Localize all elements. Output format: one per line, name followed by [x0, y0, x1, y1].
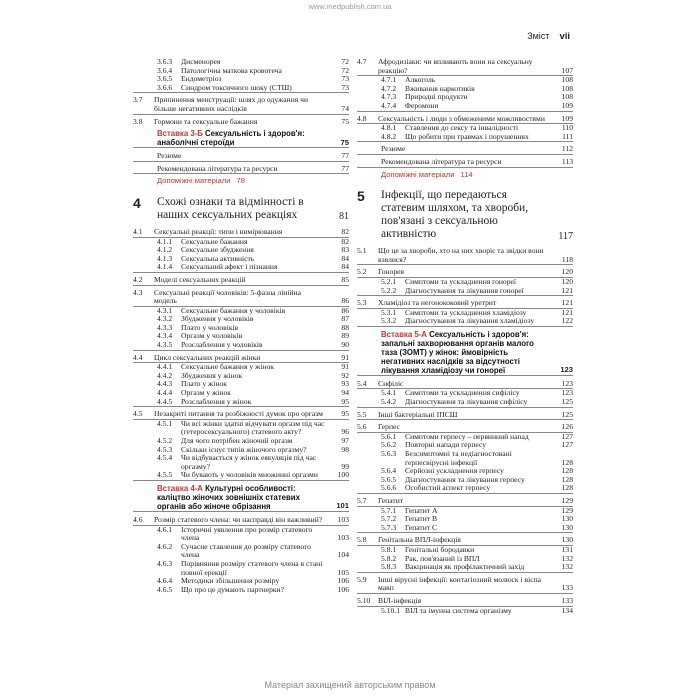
entry-page: 95: [341, 396, 349, 406]
entry-title: Діагностування та лікування хламідіозу: [405, 316, 535, 326]
entry-page: 90: [341, 340, 349, 350]
toc-entry[interactable]: [133, 263, 349, 273]
toc-insert-box[interactable]: [133, 484, 349, 512]
entry-page: 91: [341, 362, 349, 372]
entry-page: 122: [561, 316, 573, 326]
entry-number: 4.5.5: [157, 470, 173, 480]
entry-number: 4.5.1: [157, 418, 173, 428]
entry-number: 4.4.3: [157, 379, 173, 389]
toc-entry[interactable]: [133, 289, 349, 307]
entry-title: Рекомендована література та ресурси: [381, 156, 502, 166]
entry-page: 106: [337, 576, 349, 586]
entry-title: Синдром токсичного шоку (СТШ): [181, 82, 292, 92]
entry-title: Сексуальні реакції: типи і вимірювання: [154, 226, 283, 236]
toc-entry[interactable]: [133, 118, 349, 127]
entry-page: 133: [561, 583, 573, 593]
entry-page: 87: [341, 314, 349, 324]
site-url: www.medpublish.com.ua: [308, 2, 392, 11]
entry-number: 4.4.2: [157, 370, 173, 380]
entry-number: 5.2.2: [381, 285, 397, 295]
entry-number: 4.6.1: [157, 524, 173, 534]
entry-title: Збудження у жінок: [181, 370, 243, 380]
entry-page: 83: [341, 245, 349, 255]
entry-page: 128: [561, 474, 573, 484]
chapter-page: 81: [339, 211, 349, 223]
entry-number: 4.7.2: [381, 83, 397, 93]
entry-title: Вакцинація як профілактичний захід: [405, 562, 525, 572]
entry-number: 4.3.1: [157, 305, 173, 315]
entry-title: Сифіліс: [378, 378, 404, 388]
toc-entry[interactable]: [133, 276, 349, 286]
entry-title: Сексуальна активність: [181, 253, 255, 263]
entry-title: Феромони: [405, 100, 439, 110]
entry-page: 82: [341, 236, 349, 246]
entry-page: 120: [561, 276, 573, 286]
entry-number: 5.8.1: [381, 544, 397, 554]
entry-page: 97: [341, 436, 349, 445]
entry-number: 5.6.1: [381, 431, 397, 441]
entry-title: Повторні напади герпесу: [405, 440, 487, 450]
entry-page: 118: [561, 254, 573, 264]
entry-page: 128: [561, 483, 573, 493]
entry-page: 125: [561, 409, 573, 419]
supplementary-materials-link[interactable]: [381, 171, 573, 180]
entry-title: Сучасне ставлення до розміру статевого члена: [181, 541, 311, 560]
toc-entry[interactable]: [133, 420, 349, 437]
entry-title: Для чого потрібен жіночий оргазм: [181, 436, 293, 445]
entry-number: 5.7.2: [381, 514, 397, 524]
entry-number: 4.5.3: [157, 444, 173, 454]
toc-entry[interactable]: [357, 398, 573, 408]
entry-page: 86: [341, 296, 349, 306]
entry-title: Гепатит С: [405, 522, 438, 532]
entry-title: Чи бувають у чоловіків множинні оргазми: [181, 470, 318, 480]
entry-page: 91: [341, 352, 349, 362]
entry-title: Гонорея: [378, 267, 405, 277]
entry-page: 107: [561, 65, 573, 75]
entry-title: Інші вірусні інфекції: контагіозний молюск і віспа мавп: [378, 574, 542, 593]
entry-page: 94: [341, 388, 349, 398]
toc-entry[interactable]: [357, 58, 573, 76]
toc-entry[interactable]: [357, 450, 573, 467]
entry-title: Сексуальне бажання у чоловіків: [181, 305, 286, 315]
entry-page: 95: [341, 409, 349, 419]
entry-title: Розмір статевого члена: чи насправді він важливий?: [154, 514, 323, 524]
toc-entry[interactable]: [357, 158, 573, 168]
entry-number: 4.6.3: [157, 558, 173, 568]
entry-title: Припинення менструації: шлях до одужання чи більше негативних наслідків: [154, 95, 309, 113]
entry-number: 4.5.4: [157, 453, 173, 463]
entry-page: 100: [337, 470, 349, 480]
entry-number: 4.1.4: [157, 262, 173, 272]
entry-number: 4.3.5: [157, 340, 173, 350]
entry-number: 3.6.4: [157, 65, 173, 75]
toc-entry[interactable]: [357, 411, 573, 421]
entry-number: 3.7: [133, 95, 143, 105]
entry-title: Плато у жінок: [181, 379, 227, 389]
entry-page: 72: [341, 65, 349, 75]
entry-page: 108: [561, 83, 573, 93]
entry-number: 3.8: [133, 116, 143, 126]
entry-number: 5.7: [357, 496, 367, 505]
toc-entry[interactable]: [133, 96, 349, 114]
entry-title: Сексуальне збудження: [181, 245, 254, 255]
chapter-page: 117: [558, 230, 573, 242]
entry-title: Симптоми та ускладнення гонореї: [405, 276, 517, 286]
entry-page: 112: [561, 144, 573, 154]
toc-entry[interactable]: [357, 133, 573, 143]
entry-title: Афродизіаки: чи впливають вони на сексуальну реакцію?: [378, 57, 533, 75]
entry-page: 130: [561, 514, 573, 524]
entry-title: Гормони та сексуальне бажання: [154, 116, 258, 126]
insert-label: Вставка 5-А: [381, 329, 427, 339]
entry-page: 101: [336, 501, 349, 511]
toc-insert-box[interactable]: [357, 330, 573, 376]
entry-title: Порівняння розміру статевого члена в стані повної ерекції: [181, 558, 323, 577]
insert-label: Вставка 3-Б: [157, 129, 203, 139]
toc-entry[interactable]: [133, 543, 349, 560]
entry-page: 74: [341, 103, 349, 113]
entry-title: Генітальна ВПЛ-інфекція: [378, 535, 461, 545]
entry-title: Скільки існує типів жіночого оргазму?: [181, 444, 307, 454]
entry-title: Рак, пов'язаний із ВПЛ: [405, 553, 480, 563]
entry-title: Сексуальне бажання у жінок: [181, 362, 274, 372]
entry-title: Що це за хвороби, хто на них хворіє та звідки вони взялися?: [378, 246, 544, 264]
entry-title: Діагностування та лікування герпесу: [405, 474, 525, 484]
entry-page: 127: [561, 431, 573, 441]
entry-page: 73: [341, 82, 349, 92]
entry-number: 5.6.3: [381, 449, 397, 459]
entry-number: 4.8.1: [381, 123, 397, 133]
entry-title: Симптоми та ускладнення сифілісу: [405, 388, 520, 398]
entry-page: 126: [561, 422, 573, 432]
entry-title: Симптоми герпесу – первинний напад: [405, 431, 529, 441]
entry-page: 128: [561, 466, 573, 476]
entry-page: 88: [341, 322, 349, 332]
entry-page: 111: [562, 131, 573, 141]
entry-page: 129: [561, 505, 573, 515]
entry-title: Хламідіоз та негонококовий уретрит: [378, 298, 497, 308]
entry-number: 5.8: [357, 535, 367, 545]
entry-title: Серйозні ускладнення герпесу: [405, 466, 504, 476]
entry-title: Інші бактеріальні ІПСШ: [378, 409, 458, 419]
entry-page: 109: [561, 100, 573, 110]
entry-page: 104: [337, 550, 349, 560]
page-number: vii: [559, 31, 570, 42]
entry-page: 85: [341, 274, 349, 284]
toc-entry[interactable]: [133, 152, 349, 162]
entry-number: 4.5: [133, 409, 143, 419]
entry-page: 128: [561, 457, 573, 467]
chapter-number: 5: [357, 188, 365, 205]
chapter-title: Схожі ознаки та відмінності в наших сексуальних реакціях: [157, 195, 304, 221]
entry-number: 5.6.6: [381, 483, 397, 493]
entry-page: 129: [561, 496, 573, 505]
entry-number: 4.2: [133, 274, 143, 284]
entry-title: Історичні уявлення про розмір статевого члена: [181, 524, 313, 543]
chapter-number: 4: [133, 194, 141, 211]
entry-number: 5.3.1: [381, 307, 397, 317]
entry-page: 75: [341, 116, 349, 126]
entry-title: Чи відбувається у жінок еякуляція під час оргазму?: [181, 453, 317, 471]
entry-title: Сексуальний афект і пізнання: [181, 262, 278, 272]
entry-number: 4.3: [133, 287, 143, 297]
entry-title: Гепатит А: [405, 505, 438, 515]
entry-page: 89: [341, 331, 349, 341]
entry-number: 4.4.1: [157, 362, 173, 372]
entry-page: 73: [341, 74, 349, 84]
toc-left-column: [133, 58, 349, 594]
toc-entry[interactable]: [133, 526, 349, 543]
entry-number: 4.3.2: [157, 314, 173, 324]
entry-number: 5.2: [357, 267, 367, 277]
entry-number: 5.5: [357, 409, 367, 419]
entry-number: 4.7: [357, 57, 367, 66]
entry-number: 4.7.1: [381, 75, 397, 85]
entry-number: 5.10.1: [381, 605, 400, 615]
toc-entry[interactable]: [133, 471, 349, 481]
entry-title: Алкоголь: [405, 75, 436, 85]
entry-number: 4.6.4: [157, 576, 173, 586]
entry-title: Сексуальне бажання: [181, 236, 248, 246]
entry-title: Генітальні бородавки: [405, 544, 475, 554]
entry-title: Рекомендована література та ресурси: [157, 163, 278, 173]
entry-page: 127: [561, 440, 573, 450]
entry-number: 5.4.2: [381, 397, 397, 407]
entry-number: 4.3.3: [157, 322, 173, 332]
entry-title: Що робити при травмах і порушеннях: [405, 131, 529, 141]
entry-page: 131: [561, 544, 573, 554]
entry-title: Ставлення до сексу та інвалідності: [405, 123, 519, 133]
entry-number: 5.8.3: [381, 562, 397, 572]
entry-number: 5.6.4: [381, 466, 397, 476]
entry-title: Ендометріоз: [181, 74, 222, 84]
toc-entry[interactable]: [357, 607, 573, 616]
toc-entry[interactable]: [357, 524, 573, 534]
entry-number: 5.4: [357, 378, 367, 388]
entry-title: Вживання наркотиків: [405, 83, 475, 93]
entry-page: 121: [561, 307, 573, 317]
entry-title: Гепатит В: [405, 514, 438, 524]
toc-insert-box[interactable]: [133, 129, 349, 148]
entry-page: 72: [341, 57, 349, 66]
entry-number: 5.7.1: [381, 505, 397, 515]
entry-title: ВІЛ та імунна система організму: [405, 605, 512, 615]
running-header: [527, 31, 570, 42]
entry-number: 5.4.1: [381, 388, 397, 398]
entry-page: 82: [341, 226, 349, 236]
entry-title: Моделі сексуальних реакцій: [154, 274, 246, 284]
entry-number: 4.7.4: [381, 100, 397, 110]
entry-page: 113: [561, 156, 573, 166]
entry-page: 123: [560, 365, 573, 375]
entry-title: Розслаблення у чоловіків: [181, 340, 263, 350]
toc-right-column: [357, 58, 573, 615]
entry-page: 132: [561, 562, 573, 572]
entry-number: 4.8: [357, 113, 367, 123]
entry-page: 120: [561, 267, 573, 277]
entry-page: 106: [337, 584, 349, 594]
supplementary-label: Допоміжні матеріали: [157, 176, 231, 186]
supplementary-page: 114: [460, 169, 473, 179]
entry-number: 4.3.4: [157, 331, 173, 341]
supplementary-materials-link[interactable]: [157, 177, 349, 186]
entry-page: 103: [337, 514, 349, 524]
entry-number: 4.8.2: [381, 131, 397, 141]
entry-page: 130: [561, 522, 573, 532]
entry-page: 109: [561, 113, 573, 123]
entry-page: 98: [341, 444, 349, 454]
entry-number: 4.1.3: [157, 253, 173, 263]
chapter-heading[interactable]: [133, 196, 349, 222]
entry-number: 5.2.1: [381, 276, 397, 286]
entry-number: 4.1.1: [157, 236, 173, 246]
entry-page: 77: [341, 163, 349, 173]
entry-title: Безсимптомні та недіагностовані герпесвірусні інфекції: [405, 449, 512, 467]
insert-title: Культурні особливості: каліцтво жіночих зовнішніх статевих органів або жіноче обрізання: [157, 483, 300, 511]
entry-title: Плато у чоловіків: [181, 322, 239, 332]
entry-number: 4.5.2: [157, 436, 173, 445]
entry-title: ВІЛ-інфекція: [378, 595, 422, 605]
toc-entry[interactable]: [357, 247, 573, 265]
entry-title: Симптоми та ускладнення хламідіозу: [405, 307, 527, 317]
entry-number: 3.6.6: [157, 82, 173, 92]
toc-entry[interactable]: [357, 563, 573, 573]
entry-number: 4.1: [133, 226, 143, 236]
entry-page: 110: [561, 123, 573, 133]
entry-number: 3.6.3: [157, 57, 173, 66]
entry-number: 4.7.3: [381, 92, 397, 102]
entry-title: Діагностування та лікування сифілісу: [405, 397, 528, 407]
toc-entry[interactable]: [357, 145, 573, 155]
entry-title: Сексуальність і люди з обмеженими можливостями: [378, 113, 545, 123]
supplementary-label: Допоміжні матеріали: [381, 169, 455, 179]
entry-number: 5.10: [357, 595, 371, 605]
entry-page: 125: [561, 397, 573, 407]
entry-page: 77: [341, 151, 349, 161]
chapter-title: Інфекції, що передаються статевим шляхом, та хвороби, пов'язані з сексуальною активністю: [381, 189, 529, 241]
entry-page: 75: [340, 137, 349, 147]
entry-title: Чи всі жінки здатні відчувати оргазм під час (гетеросексуального) статевого акту?: [181, 418, 325, 437]
entry-title: Гепатит: [378, 496, 404, 505]
entry-title: Методики збільшення розміру: [181, 576, 280, 586]
entry-page: 134: [561, 605, 573, 615]
entry-page: 99: [341, 461, 349, 471]
entry-page: 108: [561, 75, 573, 85]
entry-page: 130: [561, 535, 573, 545]
toc-entry[interactable]: [133, 454, 349, 471]
entry-number: 4.4: [133, 352, 143, 362]
entry-page: 92: [341, 370, 349, 380]
supplementary-page: 78: [236, 176, 245, 186]
entry-title: Що про це думають партнерки?: [181, 584, 284, 594]
entry-page: 121: [561, 285, 573, 295]
entry-number: 5.3: [357, 298, 367, 308]
entry-title: Резюме: [157, 151, 182, 161]
entry-number: 3.6.5: [157, 74, 173, 84]
entry-page: 96: [341, 427, 349, 437]
entry-title: Оргазм у жінок: [181, 388, 231, 398]
copyright-notice: Матеріал захищений авторським правом: [264, 680, 436, 690]
toc-entry[interactable]: [357, 287, 573, 297]
entry-title: Природні продукти: [405, 92, 468, 102]
entry-number: 4.6: [133, 514, 143, 524]
toc-entry[interactable]: [357, 317, 573, 327]
entry-title: Оргазм у чоловіків: [181, 331, 243, 341]
entry-title: Цикл сексуальних реакцій жінки: [154, 352, 261, 362]
toc-entry[interactable]: [133, 341, 349, 351]
entry-number: 5.3.2: [381, 316, 397, 326]
entry-number: 4.4.5: [157, 396, 173, 406]
entry-page: 133: [561, 595, 573, 605]
entry-number: 5.7.3: [381, 522, 397, 532]
entry-page: 132: [561, 553, 573, 563]
toc-entry[interactable]: [357, 576, 573, 594]
entry-page: 84: [341, 253, 349, 263]
entry-number: 5.6.5: [381, 474, 397, 484]
entry-title: Резюме: [381, 144, 406, 154]
toc-entry[interactable]: [133, 84, 349, 94]
entry-number: 5.6: [357, 422, 367, 432]
toc-entry[interactable]: [133, 165, 349, 175]
entry-page: 123: [561, 388, 573, 398]
insert-title: Сексуальність і здоров'я: анаболічні стероїди: [157, 129, 305, 148]
entry-title: Особистий аспект герпесу: [405, 483, 491, 493]
toc-entry[interactable]: [357, 102, 573, 112]
entry-title: Незакриті питання та розбіжності думок про оргазм: [154, 409, 323, 419]
entry-number: 4.1.2: [157, 245, 173, 255]
entry-page: 86: [341, 305, 349, 315]
toc-entry[interactable]: [357, 484, 573, 494]
insert-label: Вставка 4-А: [157, 483, 203, 493]
entry-number: 5.9: [357, 574, 367, 584]
entry-title: Герпес: [378, 422, 400, 432]
entry-page: 121: [561, 298, 573, 308]
toc-entry[interactable]: [133, 398, 349, 408]
entry-page: 105: [337, 567, 349, 577]
entry-title: Розслаблення у жінок: [181, 396, 252, 406]
entry-page: 108: [561, 92, 573, 102]
entry-title: Збудження у чоловіків: [181, 314, 254, 324]
entry-title: Діагностування та лікування гонореї: [405, 285, 524, 295]
entry-page: 103: [337, 533, 349, 543]
entry-page: 93: [341, 379, 349, 389]
entry-page: 123: [561, 378, 573, 388]
entry-title: Дисменорея: [181, 57, 221, 66]
entry-number: 5.6.2: [381, 440, 397, 450]
entry-number: 5.8.2: [381, 553, 397, 563]
insert-title: Сексуальність і здоров'я: запальні захворювання органів малого таза (ЗОМТ) у жінок: ймовірність негативних наслідків за відсутності лікування хламідіозу чи гонореї: [381, 329, 534, 375]
entry-number: 4.6.2: [157, 541, 173, 551]
entry-title: Патологічна маткова кровотеча: [181, 65, 282, 75]
section-title: Зміст: [527, 31, 550, 41]
toc-entry[interactable]: [133, 560, 349, 577]
entry-title: Сексуальні реакції чоловіків: 5-фазна лінійна модель: [154, 287, 301, 306]
entry-number: 5.1: [357, 246, 367, 256]
chapter-heading[interactable]: [357, 189, 573, 241]
entry-number: 4.6.5: [157, 584, 173, 594]
toc-entry[interactable]: [133, 586, 349, 595]
entry-number: 4.4.4: [157, 388, 173, 398]
entry-page: 84: [341, 262, 349, 272]
